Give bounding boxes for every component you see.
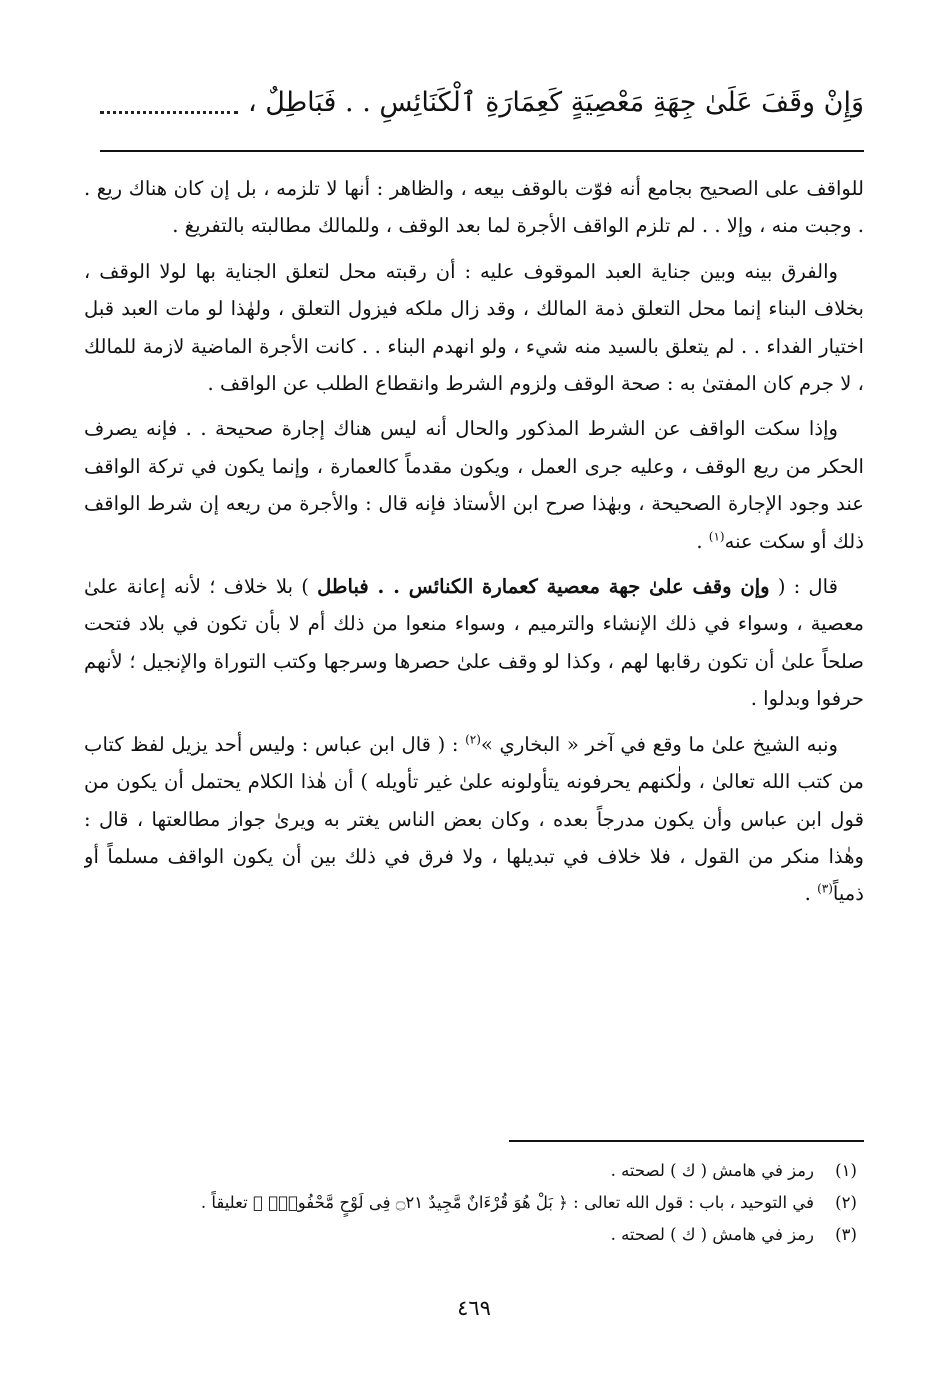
text-run: قال : (: [769, 575, 838, 599]
footnote: [84, 1155, 864, 1187]
paragraph: [84, 170, 864, 245]
footnote-rule: [509, 1140, 864, 1142]
footnote-text: رمز في هامش ( ك ) لصحته .: [610, 1225, 814, 1244]
footnote-ref: (٢): [465, 732, 481, 747]
footnote-number: (٣): [835, 1225, 857, 1244]
paragraph: [84, 253, 864, 403]
text-run: .: [804, 882, 818, 906]
text-run: وإذا سكت الواقف عن الشرط المذكور والحال أنه ليس هناك إجارة صحيحة . . فإنه يصرف الحكر من ريع الوقف ، وعليه جرى العمل ، ويكون مقدماً كالعمارة ، وإنما يكون في تركة الواقف عند وجود الإجارة الصحيحة ، وبهٰذا صرح ابن الأستاذ فإنه قال : والأجرة من ريعه إن شرط الواقف ذلك أو سكت عنه: [84, 417, 864, 553]
header-dotted-leader: [100, 97, 238, 114]
footnote-ref: (١): [708, 529, 725, 544]
text-run: للواقف على الصحيح بجامع أنه فوّت بالوقف بيعه ، والظاهر : أنها لا تلزمه ، بل إن كان هناك ريع . . وجبت منه ، وإلا . . لم تلزم الواقف الأجرة لما بعد الوقف ، وللمالك مطالبته بالتفريغ .: [84, 177, 864, 238]
body-text: [84, 170, 864, 1115]
header-text: وَإِنْ وقَفَ عَلَىٰ جِهَةِ مَعْصِيَةٍ كَعِمَارَةِ ٱلْكَنَائِسِ . . فَبَاطِلٌ ،: [247, 86, 864, 118]
running-header: [100, 72, 864, 132]
text-run: ) بلا خلاف ؛ لأنه إعانة علىٰ معصية ، وسواء في ذلك الإنشاء والترميم ، وسواء منعوا من ذلك أم لا بأن تكون في بلاد فتحت صلحاً علىٰ أن تكون رقابها لهم ، وكذا لو وقف علىٰ حصرها وسرجها وكتب التوراة والإنجيل ؛ لأنهم حرفوا وبدلوا .: [84, 575, 864, 711]
footnote-number: (١): [835, 1161, 857, 1180]
footnote: [84, 1219, 864, 1251]
paragraph: [84, 410, 864, 560]
paragraph: [84, 568, 864, 718]
text-run: والفرق بينه وبين جناية العبد الموقوف عليه : أن رقبته محل لتعلق الجناية بها لولا الوقف ، بخلاف البناء إنما محل التعلق ذمة المالك ، وقد زال ملكه فيزول التعلق ، ولهٰذا لو مات العبد قبل اختيار الفداء . . لم يتعلق بالسيد منه شيء ، ولو انهدم البناء . . كانت الأجرة الماضية لازمة للمالك ، لا جرم كان المفتىٰ به : صحة الوقف ولزوم الشرط وانقطاع الطلب عن الواقف .: [84, 259, 864, 396]
footnote-text: رمز في هامش ( ك ) لصحته .: [610, 1161, 814, 1180]
text-run: ونبه الشيخ علىٰ ما وقع في آخر « البخاري »: [480, 732, 839, 756]
page-number: ٤٦٩: [457, 1296, 491, 1320]
bold-quote: وإن وقف علىٰ جهة معصية كعمارة الكنائس . . فباطل: [317, 575, 770, 599]
footnote: [84, 1187, 864, 1219]
header-rule: [100, 150, 864, 152]
footnotes: [84, 1155, 864, 1275]
paragraph: [84, 726, 864, 913]
footnote-text: في التوحيد ، باب : قول الله تعالى : ﴿ بَلْ هُوَ قُرْءَانٌ مَّجِيدٌ ۝٢١ فِى لَوْحٍ مَّحْفُوظٍۭ ﴾ تعليقاً .: [200, 1193, 814, 1212]
text-run: : ( قال ابن عباس : وليس أحد يزيل لفظ كتاب من كتب الله تعالىٰ ، ولٰكنهم يحرفونه يتأولونه علىٰ غير تأويله ) أن هٰذا الكلام يحتمل أن يكون من قول ابن عباس وأن يكون مدرجاً بعده ، وكان بعض الناس يغتر به ويرىٰ جواز مطالعتها ، قال : وهٰذا منكر من القول ، فلا خلاف في تبديلها ، ولا فرق في ذلك بين أن يكون الواقف مسلماً أو ذمياً: [84, 732, 864, 906]
footnote-number: (٢): [835, 1193, 857, 1212]
text-run: .: [696, 529, 709, 553]
footnote-ref: (٣): [817, 881, 833, 896]
